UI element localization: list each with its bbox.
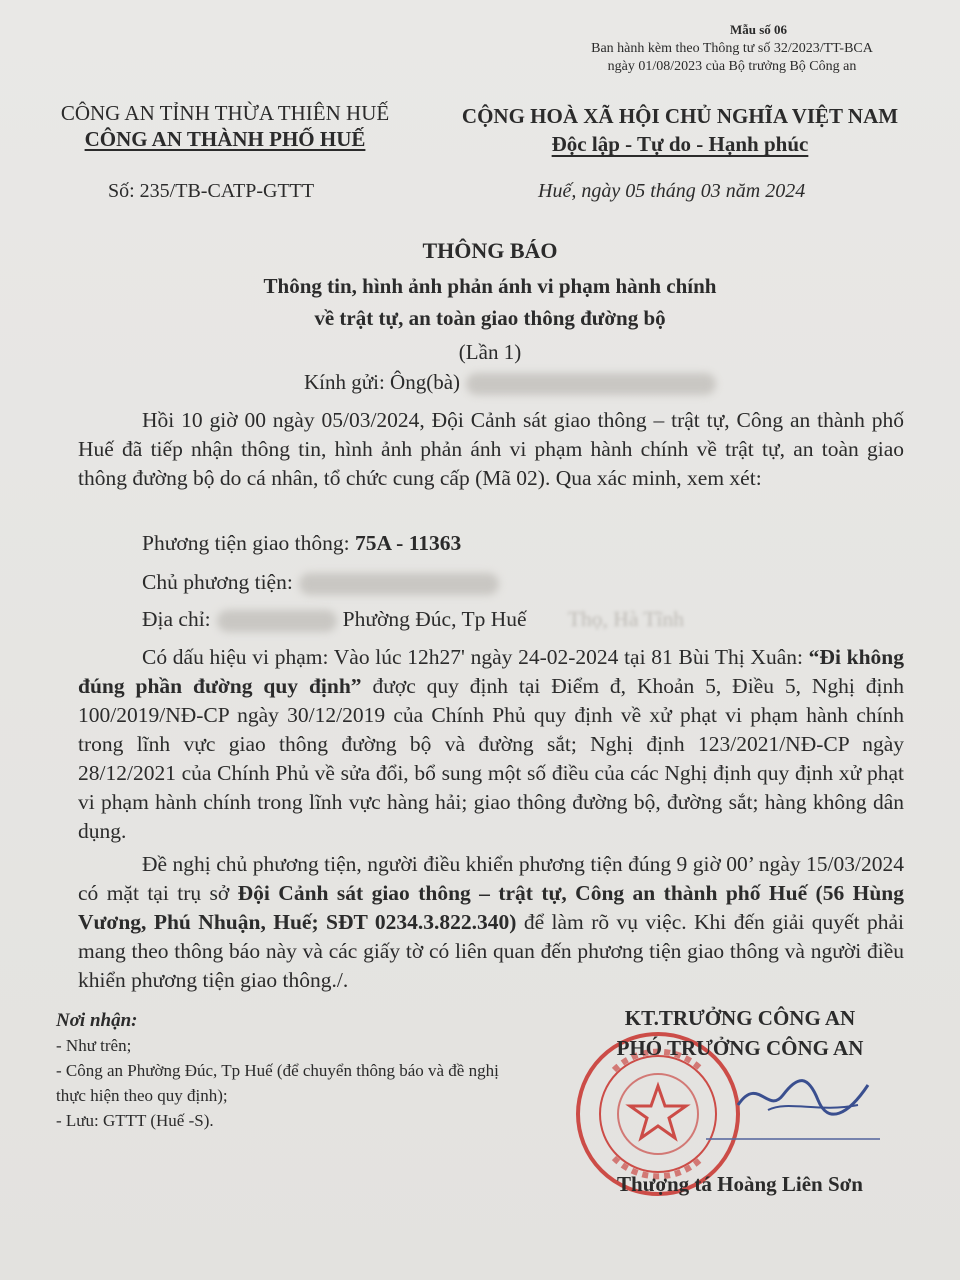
summons-lead: Đề nghị chủ phương tiện, người điều khiển phương tiện đúng 9 giờ 00’ ngày 15/03/2024 có mặt tại trụ sở (78, 852, 904, 905)
document-title: THÔNG BÁO (422, 238, 558, 263)
summons-office: Đội Cảnh sát giao thông – trật tự, Công an thành phố Huế (56 Hùng Vương, Phú Nhuận, Huế; SĐT 0234.3.822.340) (78, 881, 904, 934)
address-value: Phường Đúc, Tp Huế (342, 607, 527, 631)
form-number: Mẫu số 06 (730, 22, 788, 37)
recipient-item: - Như trên; (56, 1036, 132, 1055)
greeting (304, 370, 722, 395)
owner-line (142, 570, 505, 595)
redacted-name (466, 373, 716, 395)
agency-name: CÔNG AN THÀNH PHỐ HUẾ (84, 127, 366, 151)
paragraph-receipt: Hồi 10 giờ 00 ngày 05/03/2024, Đội Cảnh sát giao thông – trật tự, Công an thành phố Huế đã tiếp nhận thông tin, hình ảnh phản ánh vi phạm hành chính về trật tự, an toàn giao thông đường bộ do cá nhân, tổ chức cung cấp (Mã 02). Qua xác minh, xem xét: (78, 408, 904, 490)
paragraph-summons (78, 850, 904, 995)
summons-rest: để làm rõ vụ việc. Khi đến giải quyết phải mang theo thông báo này và các giấy tờ có liên quan đến phương tiện giao thông và người điều khiển phương tiện giao thông./. (78, 910, 904, 992)
address-show-through: Thọ, Hà Tĩnh (567, 607, 684, 631)
place-date: Huế, ngày 05 tháng 03 năm 2024 (538, 180, 806, 202)
vehicle-line (142, 531, 461, 556)
signer-role-line1: KT.TRƯỞNG CÔNG AN (624, 1006, 856, 1030)
recipients-head: Nơi nhận: (56, 1010, 138, 1031)
nation-name: CỘNG HOÀ XÃ HỘI CHỦ NGHĨA VIỆT NAM (461, 104, 899, 128)
paragraph-violation (78, 643, 904, 846)
owner-label: Chủ phương tiện: (142, 570, 293, 594)
signer-name: Thượng tá Hoàng Liên Sơn (617, 1172, 863, 1196)
signature-underline (706, 1138, 880, 1140)
form-basis-line1: Ban hành kèm theo Thông tư số 32/2023/TT-BCA (591, 41, 873, 56)
violation-lead: Có dấu hiệu vi phạm: Vào lúc 12h27' ngày 24-02-2024 tại 81 Bùi Thị Xuân: (142, 645, 809, 669)
issuing-agency (40, 100, 410, 152)
document-number: Số: 235/TB-CATP-GTTT (108, 180, 315, 202)
recipient-item: - Lưu: GTTT (Huế -S). (56, 1111, 214, 1130)
signer-role-line2: PHÓ TRƯỞNG CÔNG AN (616, 1036, 864, 1060)
notice-times: (Lần 1) (458, 340, 522, 364)
redacted-address (217, 610, 337, 632)
greeting-label: Kính gửi: Ông(bà) (304, 370, 461, 394)
violation-legal-basis: được quy định tại Điểm đ, Khoản 5, Điều 5, Nghị định 100/2019/NĐ-CP ngày 30/12/2019 của Chính Phủ quy định về xử phạt vi phạm hành chính trong lĩnh vực giao thông đường bộ và đường sắt; Nghị định 123/2021/NĐ-CP ngày 28/12/2021 của Chính Phủ về sửa đổi, bổ sung một số điều của các Nghị định quy định xử phạt vi phạm hành chính trong lĩnh vực hàng hải; giao thông đường bộ, đường sắt; hàng không dân dụng. (78, 674, 904, 843)
recipients-block (56, 1008, 516, 1133)
address-label: Địa chỉ: (142, 607, 211, 631)
signer-role (560, 1003, 920, 1063)
agency-parent: CÔNG AN TỈNH THỪA THIÊN HUẾ (60, 101, 390, 125)
nation-motto: Độc lập - Tự do - Hạnh phúc (551, 132, 809, 156)
handwritten-signature-icon (728, 1065, 878, 1125)
form-basis-line2: ngày 01/08/2023 của Bộ trưởng Bộ Công an (607, 59, 857, 74)
vehicle-label: Phương tiện giao thông: (142, 531, 355, 555)
subtitle-line2: về trật tự, an toàn giao thông đường bộ (314, 306, 666, 330)
address-line (142, 607, 684, 632)
recipient-item: - Công an Phường Đúc, Tp Huế (để chuyển thông báo và đề nghị thực hiện theo quy định); (56, 1061, 499, 1105)
subtitle-line1: Thông tin, hình ảnh phản ánh vi phạm hành chính (263, 274, 717, 298)
vehicle-plate: 75A - 11363 (354, 531, 462, 555)
violation-name: “Đi không đúng phần đường quy định” (78, 645, 904, 698)
document-subtitle (0, 270, 960, 334)
redacted-owner (299, 573, 499, 595)
national-heading (440, 102, 920, 158)
form-basis (577, 40, 887, 76)
